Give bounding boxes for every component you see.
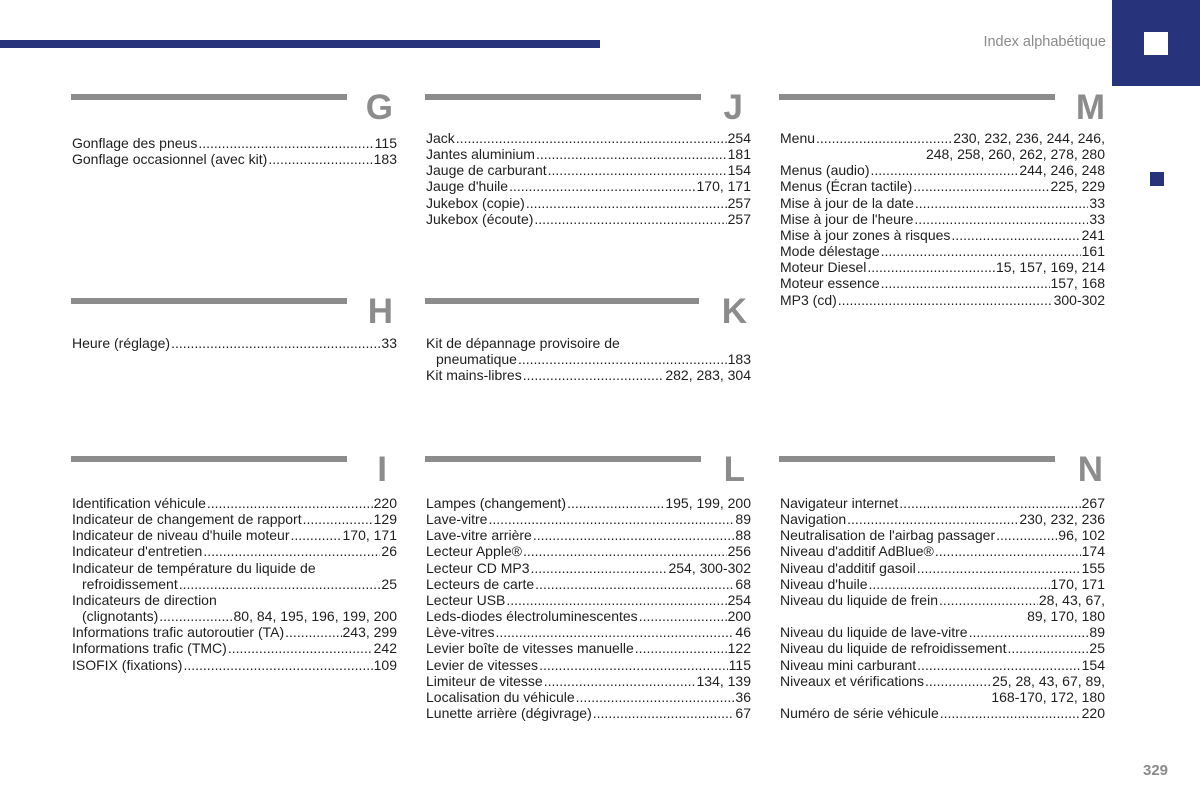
- index-entry-leader-dots: [523, 543, 727, 559]
- index-entry-leader-dots: [639, 608, 727, 624]
- index-entry-label: MP3 (cd): [780, 291, 837, 308]
- index-entry-pages: 244, 246, 248: [1019, 162, 1105, 179]
- index-entry-pages: 67: [735, 705, 751, 722]
- index-entry-label: Menu: [780, 130, 816, 146]
- chapter-title: Index alphabétique: [983, 34, 1106, 50]
- index-entry-label: Jauge de carburant: [426, 162, 547, 179]
- section-header-m: [779, 90, 1109, 134]
- index-entry: [780, 511, 1105, 527]
- page-number: 329: [1143, 762, 1169, 779]
- index-entry-leader-dots: [576, 689, 735, 705]
- index-entry: [780, 608, 1105, 624]
- index-entry-pages: 254: [727, 130, 751, 146]
- index-entry-label: Navigateur internet: [780, 495, 899, 511]
- index-entry-label: Indicateur de changement de rapport: [72, 511, 302, 528]
- index-entry-label: Informations trafic (TMC): [72, 640, 227, 657]
- index-entry-pages: 46: [735, 624, 751, 641]
- index-entry-leader-dots: [925, 673, 991, 689]
- index-entry-leader-dots: [917, 657, 1080, 673]
- index-entry-leader-dots: [171, 335, 380, 351]
- index-entry: [426, 689, 751, 705]
- index-entry-pages: 170, 171: [1050, 575, 1105, 592]
- index-entry-label: Niveau d'additif AdBlue®: [780, 543, 934, 560]
- index-entry-leader-dots: [488, 511, 734, 527]
- index-entry-pages: 28, 43, 67,: [1038, 591, 1105, 608]
- index-entry: [72, 511, 397, 527]
- index-entry-pages: 225, 229: [1050, 178, 1105, 195]
- index-entry: [72, 624, 397, 640]
- index-entry-leader-dots: [899, 495, 1080, 511]
- index-entry: [780, 689, 1105, 705]
- index-entry-leader-dots: [268, 151, 372, 167]
- index-entry-label: Moteur Diesel: [780, 259, 867, 276]
- index-entry-pages: 89: [735, 511, 751, 528]
- index-entry-pages: 181: [727, 146, 751, 163]
- index-entry-pages: 195, 199, 200: [665, 495, 751, 511]
- index-list-k: [426, 335, 751, 383]
- index-entry-leader-dots: [635, 640, 727, 656]
- section-rule: [779, 456, 1055, 462]
- index-entry: [780, 211, 1105, 227]
- index-entry: [780, 495, 1105, 511]
- index-entry-label: Niveau du liquide de lave-vitre: [780, 624, 968, 641]
- index-entry-pages: 300-302: [1053, 291, 1105, 308]
- index-entry-label: pneumatique: [436, 351, 517, 368]
- index-entry-label: Niveau d'additif gasoil: [780, 559, 916, 576]
- index-entry-pages: 26: [381, 543, 397, 560]
- index-entry-pages: 200: [727, 608, 751, 625]
- index-entry: [72, 560, 397, 576]
- index-entry: [426, 178, 751, 194]
- index-entry-leader-dots: [534, 211, 726, 227]
- index-entry-leader-dots: [203, 543, 380, 559]
- index-entry: [780, 560, 1105, 576]
- chapter-side-marker: [1150, 172, 1164, 186]
- index-entry-pages: 230, 232, 236, 244, 246,: [953, 130, 1105, 146]
- index-entry-label: Lecteur USB: [426, 591, 506, 608]
- index-entry-label: ISOFIX (fixations): [72, 656, 183, 673]
- index-entry-leader-dots: [939, 592, 1038, 608]
- index-entry: [780, 592, 1105, 608]
- index-entry: [72, 576, 397, 592]
- index-entry: [426, 640, 751, 656]
- index-entry-pages: 170, 171: [342, 527, 397, 544]
- index-entry-leader-dots: [536, 146, 727, 162]
- section-header-k: [425, 294, 755, 338]
- index-entry-label: Lève-vitres: [426, 624, 495, 641]
- index-entry-leader-dots: [881, 243, 1081, 259]
- index-entry: [780, 259, 1105, 275]
- index-entry-label: Localisation du véhicule: [426, 688, 575, 705]
- index-entry: [780, 624, 1105, 640]
- index-entry: [72, 592, 397, 608]
- index-entry-leader-dots: [456, 130, 727, 146]
- index-entry: [780, 146, 1105, 162]
- index-entry-leader-dots: [917, 560, 1081, 576]
- index-entry-leader-dots: [915, 195, 1089, 211]
- index-entry-label: Niveaux et vérifications: [780, 672, 924, 689]
- section-letter: N: [1077, 450, 1103, 489]
- index-entry: [426, 592, 751, 608]
- index-entry: [780, 195, 1105, 211]
- index-entry-pages: 183: [727, 351, 751, 368]
- index-entry: [72, 657, 397, 673]
- index-entry: [426, 576, 751, 592]
- index-entry-pages: 168-170, 172, 180: [991, 688, 1105, 705]
- section-header-g: [71, 90, 401, 134]
- index-entry-label: Limiteur de vitesse: [426, 672, 543, 689]
- section-letter: M: [1075, 88, 1105, 127]
- index-entry: [426, 195, 751, 211]
- index-entry: [426, 624, 751, 640]
- index-entry-leader-dots: [593, 705, 735, 721]
- index-entry-pages: 248, 258, 260, 262, 278, 280: [925, 146, 1105, 163]
- index-entry-label: Heure (réglage): [72, 335, 171, 351]
- index-entry-pages: 230, 232, 236: [1019, 511, 1105, 528]
- index-entry-pages: 129: [373, 511, 397, 528]
- index-entry-label: Informations trafic autoroutier (TA): [72, 624, 285, 641]
- index-entry-pages: 25: [1089, 640, 1105, 657]
- index-entry: [780, 178, 1105, 194]
- index-entry-leader-dots: [940, 705, 1081, 721]
- index-entry-label: refroidissement: [82, 575, 178, 592]
- index-entry-pages: 33: [1089, 210, 1105, 227]
- index-entry-label: Leds-diodes électroluminescentes: [426, 608, 638, 625]
- index-entry-label: Indicateur de niveau d'huile moteur: [72, 527, 290, 544]
- section-header-h: [71, 294, 401, 338]
- index-entry-leader-dots: [847, 511, 1018, 527]
- index-entry-pages: 220: [373, 495, 397, 511]
- index-entry-leader-dots: [996, 527, 1057, 543]
- index-entry-label: Numéro de série véhicule: [780, 705, 939, 722]
- index-entry-label: Mise à jour de la date: [780, 194, 914, 211]
- index-entry-leader-dots: [548, 162, 727, 178]
- index-entry-pages: 170, 171: [696, 178, 751, 195]
- index-entry-label: Kit mains-libres: [426, 367, 522, 384]
- index-entry-pages: 242: [373, 640, 397, 657]
- index-entry: [72, 335, 397, 351]
- index-entry-leader-dots: [509, 178, 695, 194]
- index-entry-leader-dots: [867, 259, 995, 275]
- index-entry-leader-dots: [539, 657, 728, 673]
- section-header-j: [425, 90, 755, 134]
- section-letter: G: [365, 88, 393, 127]
- index-entry-leader-dots: [913, 178, 1049, 194]
- section-rule: [71, 298, 347, 304]
- index-entry-pages: 243, 299: [342, 624, 397, 641]
- index-entry-pages: 161: [1081, 243, 1105, 260]
- index-entry-leader-dots: [198, 135, 373, 151]
- index-entry-label: Jauge d'huile: [426, 178, 509, 195]
- index-entry-pages: 109: [373, 656, 397, 673]
- index-entry: [426, 146, 751, 162]
- index-entry-label: Lecteurs de carte: [426, 575, 535, 592]
- index-entry-label: Niveau mini carburant: [780, 656, 917, 673]
- index-entry-leader-dots: [495, 624, 734, 640]
- index-entry-label: Identification véhicule: [72, 495, 206, 511]
- index-entry: [72, 527, 397, 543]
- index-entry: [426, 351, 751, 367]
- index-entry: [426, 608, 751, 624]
- index-entry-label: Jukebox (écoute): [426, 210, 534, 227]
- index-entry-leader-dots: [533, 527, 735, 543]
- index-entry-leader-dots: [816, 130, 952, 146]
- section-letter: H: [367, 292, 393, 331]
- index-entry-pages: 267: [1081, 495, 1105, 511]
- index-entry-label: Lecteur Apple®: [426, 543, 522, 560]
- index-entry-pages: 115: [728, 656, 751, 673]
- index-entry-label: Navigation: [780, 511, 847, 528]
- index-entry-pages: 88: [735, 527, 751, 544]
- index-entry-label: Menus (audio): [780, 162, 870, 179]
- index-entry-pages: 174: [1081, 543, 1105, 560]
- index-entry-label: Niveau du liquide de refroidissement: [780, 640, 1007, 657]
- index-entry-leader-dots: [567, 495, 664, 511]
- index-entry: [780, 576, 1105, 592]
- index-entry-label: Mise à jour zones à risques: [780, 226, 951, 243]
- index-entry-leader-dots: [881, 275, 1050, 291]
- index-entry-leader-dots: [285, 624, 341, 640]
- index-list-h: [72, 335, 397, 351]
- index-list-j: [426, 130, 751, 227]
- index-entry-pages: 122: [727, 640, 751, 657]
- index-entry-pages: 80, 84, 195, 196, 199, 200: [233, 608, 397, 625]
- index-entry-label: Levier boîte de vitesses manuelle: [426, 640, 634, 657]
- index-entry-pages: 89: [1089, 624, 1105, 641]
- index-entry: [780, 227, 1105, 243]
- index-entry-label: Menus (Écran tactile): [780, 178, 913, 195]
- index-entry-pages: 257: [727, 194, 751, 211]
- index-entry-pages: 282, 283, 304: [665, 367, 751, 384]
- index-entry: [426, 657, 751, 673]
- index-entry-pages: 25: [381, 575, 397, 592]
- index-list-m: [780, 130, 1105, 308]
- section-header-i: [71, 452, 401, 496]
- index-entry-leader-dots: [951, 227, 1080, 243]
- index-entry-label: Niveau du liquide de frein: [780, 591, 938, 608]
- index-entry-label: Niveau d'huile: [780, 575, 868, 592]
- index-entry: [72, 640, 397, 656]
- index-entry: [780, 527, 1105, 543]
- index-list-i: [72, 495, 397, 673]
- index-entry-pages: 257: [727, 210, 751, 227]
- index-entry-label: Levier de vitesses: [426, 656, 539, 673]
- section-rule: [71, 456, 347, 462]
- chapter-tab: [1112, 0, 1200, 86]
- index-entry-label: Neutralisation de l'airbag passager: [780, 527, 996, 544]
- index-entry-label: Mode délestage: [780, 243, 880, 260]
- index-entry-leader-dots: [871, 162, 1019, 178]
- index-entry: [426, 367, 751, 383]
- index-entry-label: Mise à jour de l'heure: [780, 210, 914, 227]
- index-entry-pages: 96, 102: [1058, 527, 1105, 544]
- index-entry-label: Jack: [426, 130, 455, 146]
- index-entry-leader-dots: [159, 608, 232, 624]
- index-list-l: [426, 495, 751, 721]
- index-entry-label: Indicateur d'entretien: [72, 543, 203, 560]
- section-rule: [425, 456, 701, 462]
- index-entry-pages: 254, 300-302: [668, 559, 751, 576]
- index-entry-pages: 241: [1081, 226, 1105, 243]
- index-list-n: [780, 495, 1105, 721]
- index-entry-pages: 25, 28, 43, 67, 89,: [992, 672, 1105, 689]
- index-entry: [72, 608, 397, 624]
- index-entry-leader-dots: [1007, 640, 1088, 656]
- index-entry-pages: 33: [381, 335, 397, 351]
- index-entry-label: (clignotants): [82, 608, 159, 625]
- index-entry-label: Lave-vitre arrière: [426, 527, 532, 544]
- index-entry: [780, 657, 1105, 673]
- index-entry-pages: 15, 157, 169, 214: [996, 259, 1105, 276]
- index-entry-label: Indicateur de température du liquide de: [72, 559, 316, 576]
- index-entry: [780, 275, 1105, 291]
- index-entry-pages: 254: [727, 591, 751, 608]
- index-entry-pages: 220: [1081, 705, 1105, 722]
- section-rule: [425, 298, 699, 304]
- index-entry-leader-dots: [303, 511, 373, 527]
- index-entry-leader-dots: [518, 351, 727, 367]
- section-letter: L: [723, 450, 745, 489]
- index-entry-label: Jantes aluminium: [426, 146, 535, 163]
- index-entry-pages: 183: [373, 151, 397, 168]
- index-entry: [426, 162, 751, 178]
- index-entry-label: Gonflage occasionnel (avec kit): [72, 151, 268, 168]
- index-entry-leader-dots: [506, 592, 726, 608]
- index-entry-leader-dots: [838, 292, 1053, 308]
- index-list-g: [72, 135, 397, 167]
- index-entry: [780, 292, 1105, 308]
- index-entry-pages: 89, 170, 180: [1027, 608, 1105, 625]
- index-entry-pages: 157, 168: [1050, 275, 1105, 292]
- index-entry: [426, 527, 751, 543]
- index-entry: [72, 495, 397, 511]
- index-entry: [426, 335, 751, 351]
- index-entry-leader-dots: [179, 576, 381, 592]
- index-entry-leader-dots: [869, 576, 1050, 592]
- index-entry-leader-dots: [290, 527, 341, 543]
- index-entry: [72, 151, 397, 167]
- index-entry-leader-dots: [523, 367, 665, 383]
- index-entry: [780, 705, 1105, 721]
- index-entry-pages: 134, 139: [696, 672, 751, 689]
- index-entry-pages: 115: [374, 135, 397, 151]
- index-entry-leader-dots: [207, 495, 373, 511]
- index-entry: [780, 130, 1105, 146]
- index-entry: [72, 135, 397, 151]
- index-entry: [426, 511, 751, 527]
- index-entry-leader-dots: [935, 543, 1081, 559]
- index-entry-pages: 256: [727, 543, 751, 560]
- section-rule: [779, 94, 1055, 100]
- index-entry-label: Lunette arrière (dégivrage): [426, 705, 592, 722]
- index-entry: [780, 543, 1105, 559]
- index-entry-label: Jukebox (copie): [426, 194, 525, 211]
- index-entry: [780, 162, 1105, 178]
- index-entry: [426, 211, 751, 227]
- index-entry: [426, 543, 751, 559]
- section-rule: [71, 94, 347, 100]
- section-rule: [425, 94, 701, 100]
- index-entry-leader-dots: [969, 624, 1089, 640]
- index-entry: [780, 243, 1105, 259]
- index-entry-label: Indicateurs de direction: [72, 591, 217, 608]
- section-header-n: [779, 452, 1109, 496]
- index-entry: [426, 705, 751, 721]
- index-entry-leader-dots: [914, 211, 1088, 227]
- index-entry-pages: 36: [735, 688, 751, 705]
- index-entry-label: Lampes (changement): [426, 495, 567, 511]
- index-entry-label: Lave-vitre: [426, 511, 488, 528]
- index-entry: [72, 543, 397, 559]
- index-entry-leader-dots: [526, 195, 727, 211]
- header-accent-bar: [0, 40, 600, 48]
- index-entry: [780, 673, 1105, 689]
- index-entry-leader-dots: [544, 673, 696, 689]
- section-letter: I: [377, 450, 387, 489]
- index-entry-label: Lecteur CD MP3: [426, 559, 530, 576]
- index-entry: [780, 640, 1105, 656]
- index-entry-leader-dots: [228, 640, 373, 656]
- index-entry: [426, 560, 751, 576]
- index-entry-label: Gonflage des pneus: [72, 135, 198, 151]
- index-entry-pages: 154: [1081, 656, 1105, 673]
- index-entry-leader-dots: [535, 576, 734, 592]
- chapter-tab-square: [1144, 32, 1168, 55]
- index-entry: [426, 495, 751, 511]
- index-entry-pages: 155: [1081, 559, 1105, 576]
- index-entry-leader-dots: [530, 560, 667, 576]
- index-entry-label: Kit de dépannage provisoire de: [426, 335, 620, 351]
- index-entry-pages: 154: [727, 162, 751, 179]
- index-entry-label: Moteur essence: [780, 275, 880, 292]
- section-letter: J: [723, 88, 743, 127]
- index-entry: [426, 130, 751, 146]
- index-entry-pages: 33: [1089, 194, 1105, 211]
- index-entry-leader-dots: [183, 657, 372, 673]
- section-header-l: [425, 452, 755, 496]
- index-entry-pages: 68: [735, 575, 751, 592]
- index-entry: [426, 673, 751, 689]
- section-letter: K: [721, 292, 747, 331]
